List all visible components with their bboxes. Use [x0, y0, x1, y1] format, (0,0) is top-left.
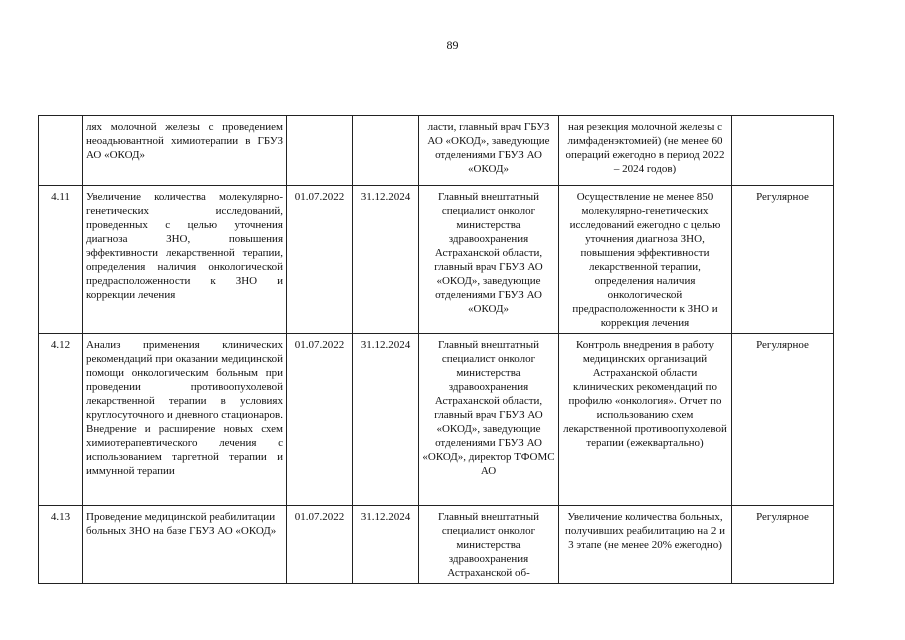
result-cell: Осуществление не менее 850 молекулярно-генетических исследований ежегодно с целью уточнения диагноза ЗНО, повышения эффективности лекарственной терапии, определения наличия онкологической предрасположенности к ЗНО и коррекция лечения [559, 186, 732, 334]
measure-cell: Проведение медицинской реабилитации больных ЗНО на базе ГБУЗ АО «ОКОД» [83, 506, 287, 584]
result-cell: Увеличение количества больных, получивших реабилитацию на 2 и 3 этапе (не менее 20% ежегодно) [559, 506, 732, 584]
table-row [39, 186, 834, 334]
measure-cell: Анализ применения клинических рекомендаций при оказании медицинской помощи онкологическим больным при проведении противоопухолевой лекарственной терапии в условиях круглосуточного и дневного стационаров. Внедрение и расширение новых схем химиотерапевтического лечения с использованием таргетной терапии и иммунной терапии [83, 334, 287, 506]
frequency-cell: Регулярное [732, 506, 834, 584]
responsible-cell: ласти, главный врач ГБУЗ АО «ОКОД», заведующие отделениями ГБУЗ АО «ОКОД» [419, 116, 559, 186]
end-date-cell: 31.12.2024 [353, 334, 419, 506]
start-date-cell: 01.07.2022 [287, 506, 353, 584]
end-date-cell: 31.12.2024 [353, 186, 419, 334]
page-number: 89 [446, 38, 459, 52]
start-date-cell: 01.07.2022 [287, 186, 353, 334]
row-number: 4.13 [39, 506, 83, 584]
measures-table [38, 115, 834, 584]
measure-cell: лях молочной железы с проведением неоадьювантной химиотерапии в ГБУЗ АО «ОКОД» [83, 116, 287, 186]
table-row [39, 506, 834, 584]
table-row [39, 334, 834, 506]
frequency-cell: Регулярное [732, 334, 834, 506]
responsible-cell: Главный внештатный специалист онколог министерства здравоохранения Астраханской области, главный врач ГБУЗ АО «ОКОД», заведующие отделениями ГБУЗ АО «ОКОД» [419, 186, 559, 334]
end-date-cell: 31.12.2024 [353, 506, 419, 584]
frequency-cell: Регулярное [732, 186, 834, 334]
row-number [39, 116, 83, 186]
start-date-cell [287, 116, 353, 186]
responsible-cell: Главный внештатный специалист онколог министерства здравоохранения Астраханской об- [419, 506, 559, 584]
result-cell: ная резекция молочной железы с лимфаденэктомией) (не менее 60 операций ежегодно в период 2022 – 2024 годов) [559, 116, 732, 186]
end-date-cell [353, 116, 419, 186]
measure-cell: Увеличение количества молекулярно-генетических исследований, проведенных с целью уточнения диагноза ЗНО, повышения эффективности лекарственной терапии, определения наличия онкологической предрасположенности к ЗНО и коррекции лечения [83, 186, 287, 334]
responsible-cell: Главный внештатный специалист онколог министерства здравоохранения Астраханской области, главный врач ГБУЗ АО «ОКОД», заведующие отделениями ГБУЗ АО «ОКОД», директор ТФОМС АО [419, 334, 559, 506]
row-number: 4.11 [39, 186, 83, 334]
table-row [39, 116, 834, 186]
frequency-cell [732, 116, 834, 186]
start-date-cell: 01.07.2022 [287, 334, 353, 506]
row-number: 4.12 [39, 334, 83, 506]
result-cell: Контроль внедрения в работу медицинских организаций Астраханской области клинических рекомендаций по профилю «онкология». Отчет по использованию схем лекарственной противоопухолевой терапии (ежеквартально) [559, 334, 732, 506]
